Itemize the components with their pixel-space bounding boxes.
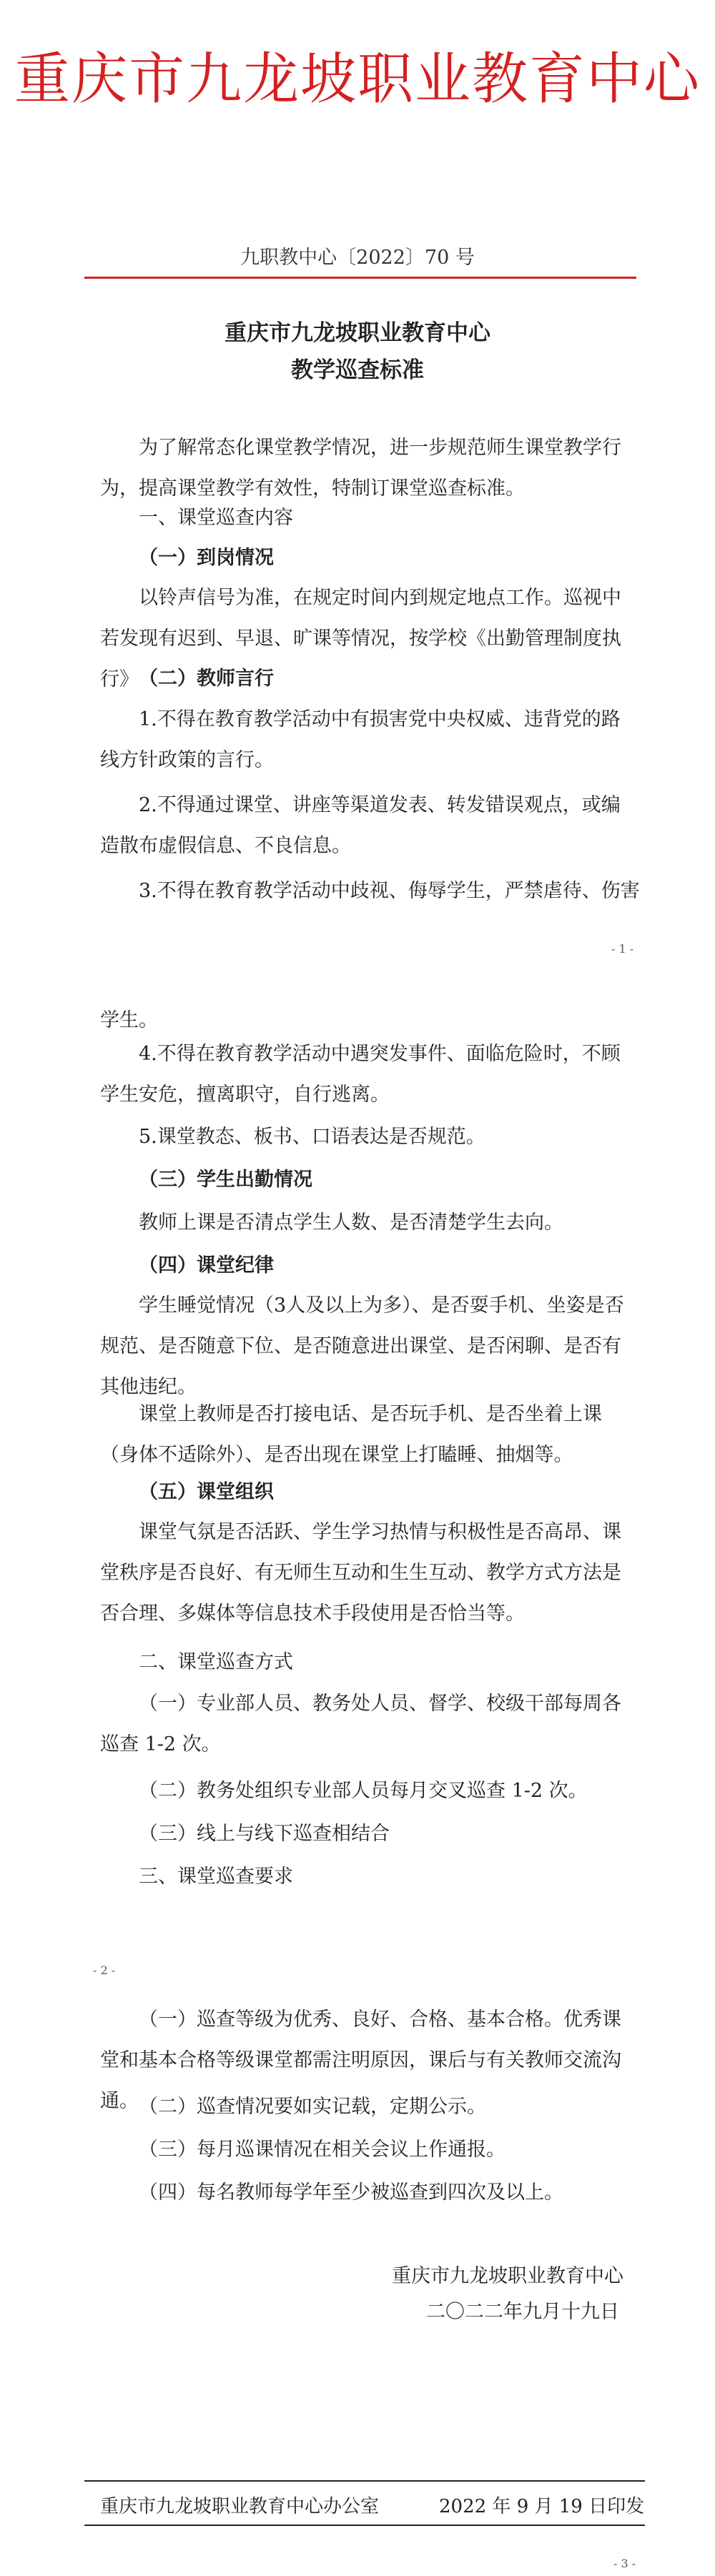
conduct-item-continued: 学生。 (100, 1009, 158, 1031)
subsection-title: （三）学生出勤情况 (139, 1169, 312, 1191)
red-divider (84, 277, 636, 279)
org-red-header: 重庆市九龙坡职业教育中心 (14, 47, 701, 112)
requirement-item: （二）巡查情况要如实记载，定期公示。 (139, 2096, 486, 2118)
requirement-item: （一）巡查等级为优秀、良好、合格、基本合格。优秀课堂和基本合格等级课堂都需注明原因，课后与有关教师交流沟通。 (100, 2008, 621, 2112)
footer-top-rule (84, 2480, 645, 2482)
subsection-title: （五）课堂组织 (139, 1481, 274, 1503)
page-number: - 3 - (613, 2557, 636, 2570)
subsection-title: （四）课堂纪律 (139, 1254, 274, 1277)
document-number: 九职教中心〔2022〕70 号 (240, 247, 475, 269)
footer-office: 重庆市九龙坡职业教育中心办公室 (100, 2496, 380, 2517)
requirement-item: （三）每月巡课情况在相关会议上作通报。 (139, 2139, 506, 2161)
conduct-item: 1.不得在教育教学活动中有损害党中央权威、违背党的路线方针政策的言行。 (100, 708, 621, 771)
section-heading-3: 三、课堂巡查要求 (139, 1866, 293, 1888)
signature-org: 重庆市九龙坡职业教育中心 (392, 2265, 623, 2287)
conduct-item: 2.不得通过课堂、讲座等渠道发表、转发错误观点，或编造散布虚假信息、不良信息。 (100, 794, 621, 857)
method-item: （一）专业部人员、教务处人员、督学、校级干部每周各巡查 1-2 次。 (100, 1693, 621, 1755)
signature-date: 二〇二二年九月十九日 (426, 2301, 619, 2323)
organization-paragraph: 课堂气氛是否活跃、学生学习热情与积极性是否高昂、课堂秩序是否良好、有无师生互动和生生互动、教学方式方法是否合理、多媒体等信息技术手段使用是否恰当等。 (100, 1521, 621, 1625)
footer-print-date: 2022 年 9 月 19 日印发 (439, 2496, 645, 2517)
section-heading-2: 二、课堂巡查方式 (139, 1651, 293, 1673)
page-number: - 1 - (611, 942, 634, 956)
document-title-line1: 重庆市九龙坡职业教育中心 (225, 320, 490, 346)
subsection-title: （二）教师言行 (139, 668, 274, 690)
attendance-paragraph: 以铃声信号为准，在规定时间内到规定地点工作。巡视中若发现有迟到、早退、旷课等情况，按学校《出勤管理制度执行》 (100, 587, 621, 690)
document-title-line2: 教学巡查标准 (291, 357, 424, 383)
intro-paragraph: 为了解常态化课堂教学情况，进一步规范师生课堂教学行为，提高课堂教学有效性，特制订课堂巡查标准。 (100, 437, 621, 500)
conduct-item: 5.课堂教态、板书、口语表达是否规范。 (139, 1126, 485, 1148)
subsection-title: （一）到岗情况 (139, 547, 274, 569)
method-item: （二）教务处组织专业部人员每月交叉巡查 1-2 次。 (139, 1780, 588, 1802)
method-item: （三）线上与线下巡查相结合 (139, 1823, 390, 1845)
student-attendance-paragraph: 教师上课是否清点学生人数、是否清楚学生去向。 (139, 1212, 563, 1234)
discipline-paragraph: 学生睡觉情况（3人及以上为多）、是否耍手机、坐姿是否规范、是否随意下位、是否随意进出课堂、是否闲聊、是否有其他违纪。 (100, 1294, 624, 1398)
page-number: - 2 - (93, 1963, 116, 1977)
conduct-item: 4.不得在教育教学活动中遇突发事件、面临危险时，不顾学生安危，擅离职守，自行逃离。 (100, 1043, 621, 1106)
requirement-item: （四）每名教师每学年至少被巡查到四次及以上。 (139, 2181, 563, 2204)
discipline-paragraph: 课堂上教师是否打接电话、是否玩手机、是否坐着上课（身体不适除外）、是否出现在课堂上打瞌睡、抽烟等。 (100, 1403, 602, 1466)
conduct-item: 3.不得在教育教学活动中歧视、侮辱学生，严禁虐待、伤害 (139, 880, 640, 902)
footer-bottom-rule (84, 2525, 645, 2526)
section-heading-1: 一、课堂巡查内容 (139, 507, 293, 529)
